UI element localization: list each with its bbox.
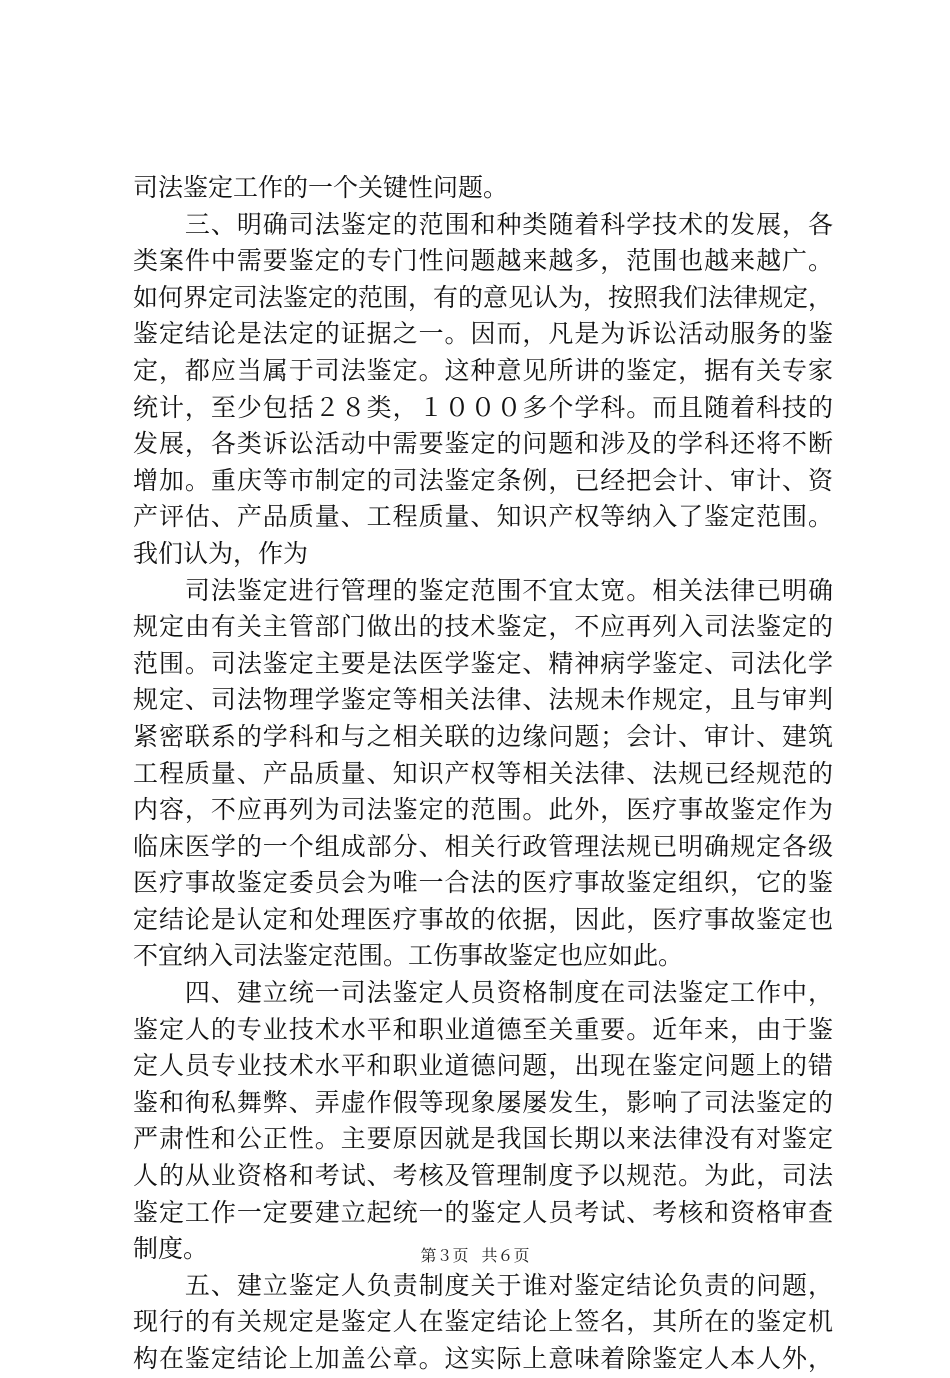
text-line: 范围。司法鉴定主要是法医学鉴定、精神病学鉴定、司法化学: [133, 648, 833, 678]
text-line: 五、建立鉴定人负责制度关于谁对鉴定结论负责的问题，: [133, 1270, 833, 1300]
text-line: 构在鉴定结论上加盖公章。这实际上意味着除鉴定人本人外，: [133, 1344, 833, 1373]
text-line: 严肃性和公正性。主要原因就是我国长期以来法律没有对鉴定: [133, 1124, 833, 1154]
text-line: 类案件中需要鉴定的专门性问题越来越多，范围也越来越广。: [133, 246, 833, 276]
text-line: 鉴定结论是法定的证据之一。因而，凡是为诉讼活动服务的鉴: [133, 319, 833, 349]
text-line: 四、建立统一司法鉴定人员资格制度在司法鉴定工作中，: [133, 978, 833, 1008]
text-line: 三、明确司法鉴定的范围和种类随着科学技术的发展，各: [133, 209, 833, 239]
text-line: 现行的有关规定是鉴定人在鉴定结论上签名，其所在的鉴定机: [133, 1307, 833, 1337]
text-line: 工程质量、产品质量、知识产权等相关法律、法规已经规范的: [133, 758, 833, 788]
page-footer: [0, 1243, 950, 1266]
text-line: 司法鉴定进行管理的鉴定范围不宜太宽。相关法律已明确: [133, 575, 833, 605]
text-line: 鉴定工作一定要建立起统一的鉴定人员考试、考核和资格审查: [133, 1197, 833, 1227]
text-line: 内容，不应再列为司法鉴定的范围。此外，医疗事故鉴定作为: [133, 795, 833, 825]
page-number: 第３页: [420, 1246, 469, 1265]
text-line: 定结论是认定和处理医疗事故的依据，因此，医疗事故鉴定也: [133, 904, 833, 934]
text-line: 人的从业资格和考试、考核及管理制度予以规范。为此，司法: [133, 1161, 833, 1191]
text-line: 鉴和徇私舞弊、弄虚作假等现象屡屡发生，影响了司法鉴定的: [133, 1087, 833, 1117]
text-line: 紧密联系的学科和与之相关联的边缘问题；会计、审计、建筑: [133, 721, 833, 751]
text-line: 规定、司法物理学鉴定等相关法律、法规未作规定，且与审判: [133, 685, 833, 715]
document-body: [133, 170, 833, 1378]
text-line: 不宜纳入司法鉴定范围。工伤事故鉴定也应如此。: [133, 941, 684, 971]
text-line: 如何界定司法鉴定的范围，有的意见认为，按照我们法律规定，: [133, 282, 834, 312]
text-line: 产评估、产品质量、工程质量、知识产权等纳入了鉴定范围。: [133, 502, 833, 532]
text-line: 临床医学的一个组成部分、相关行政管理法规已明确规定各级: [133, 831, 833, 861]
page-total: 共６页: [481, 1246, 530, 1265]
text-line: 规定由有关主管部门做出的技术鉴定，不应再列入司法鉴定的: [133, 612, 833, 642]
text-line: 鉴定人的专业技术水平和职业道德至关重要。近年来，由于鉴: [133, 1014, 833, 1044]
text-line: 增加。重庆等市制定的司法鉴定条例，已经把会计、审计、资: [133, 465, 833, 495]
text-line: 制度。: [133, 1234, 209, 1264]
text-line: 定，都应当属于司法鉴定。这种意见所讲的鉴定，据有关专家: [133, 355, 833, 385]
text-line: 司法鉴定工作的一个关键性问题。: [133, 173, 509, 202]
text-line: 统计，至少包括２８类，１０００多个学科。而且随着科技的: [133, 392, 833, 422]
text-line: 我们认为，作为: [133, 538, 309, 568]
text-line: 定人员专业技术水平和职业道德问题，出现在鉴定问题上的错: [133, 1051, 833, 1081]
text-line: 发展，各类诉讼活动中需要鉴定的问题和涉及的学科还将不断: [133, 429, 833, 459]
text-line: 医疗事故鉴定委员会为唯一合法的医疗事故鉴定组织，它的鉴: [133, 868, 833, 898]
